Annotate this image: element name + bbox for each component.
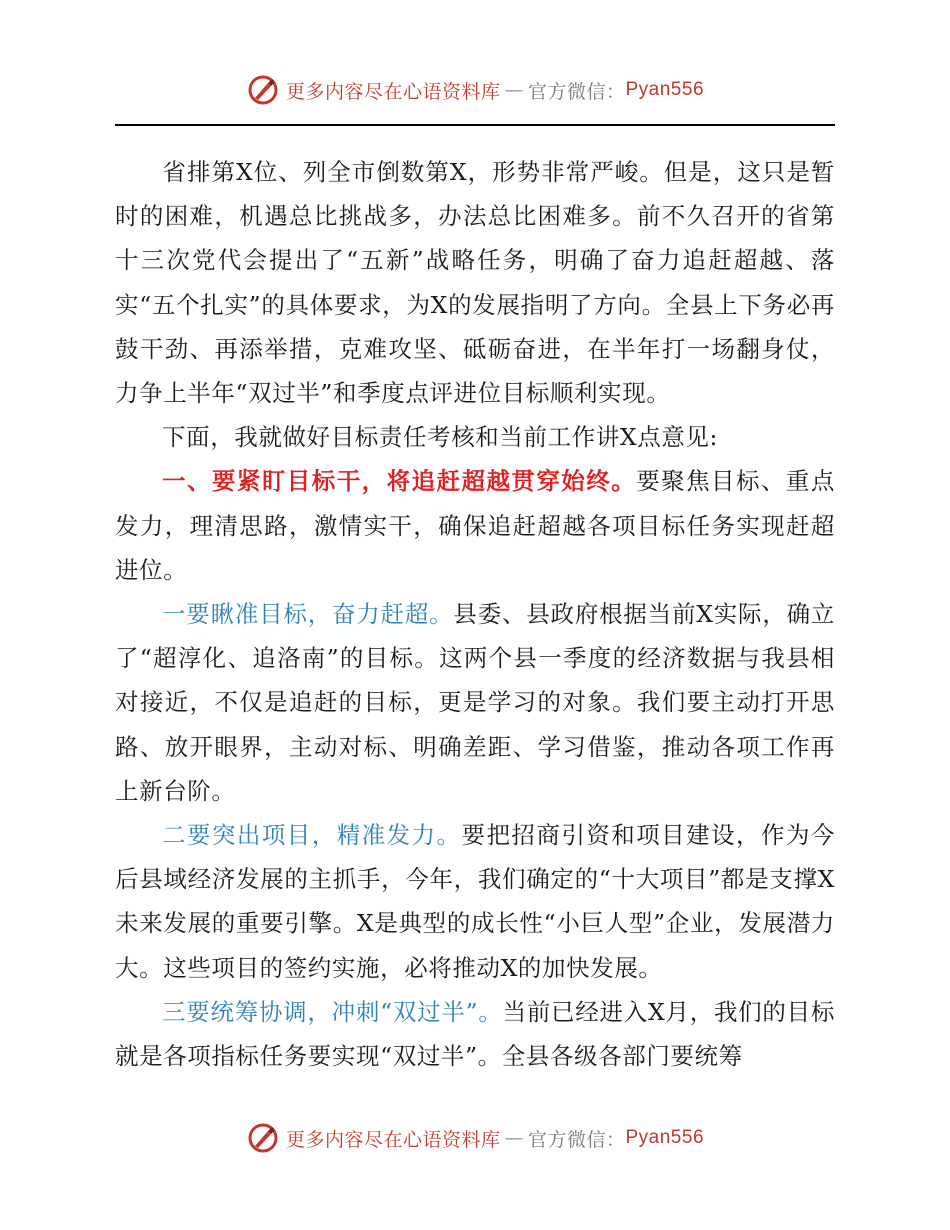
paragraph-text: 当前已经进入X月，我们的目标就是各项指标任务要实现“双过半”。全县各级各部门要统筹 — [115, 997, 835, 1071]
point-one — [115, 592, 835, 813]
pen-circle-icon — [246, 73, 280, 107]
point-heading: 一要瞅准目标，奋力赶超。 — [162, 600, 454, 629]
footer-banner — [0, 1118, 950, 1158]
banner-wechat-label: 官方微信： — [527, 1128, 626, 1151]
header-rule — [115, 124, 835, 126]
banner-wechat-label: 官方微信： — [527, 80, 626, 103]
paragraph-text: 要把招商引资和项目建设，作为今后县域经济发展的主抓手，今年，我们确定的“十大项目”都是支撑X未来发展的重要引擎。X是典型的成长性“小巨人型”企业，发展潜力大。这些项目的签约实施，必将推动X的加快发展。 — [115, 821, 836, 982]
paragraph-text: 省排第X位、列全市倒数第X，形势非常严峻。但是，这只是暂时的困难，机遇总比挑战多，办法总比困难多。前不久召开的省第十三次党代会提出了“五新”战略任务，明确了奋力追赶超越、落实“五个扎实”的具体要求，为X的发展指明了方向。全县上下务必再鼓干劲、再添举措，克难攻坚、砥砺奋进，在半年打一场翻身仗，力争上半年“双过半”和季度点评进位目标顺利实现。 — [115, 158, 835, 408]
paragraph-text: 下面，我就做好目标责任考核和当前工作讲X点意见: — [162, 423, 719, 452]
banner-wechat-id: Pyan556 — [625, 79, 705, 100]
point-two — [115, 813, 835, 990]
header-banner — [0, 70, 950, 110]
section-one — [115, 459, 835, 592]
banner-brand: 更多内容尽在心语资料库 — [285, 1128, 501, 1151]
point-three — [115, 990, 835, 1078]
paragraph-text: 县委、县政府根据当前X实际，确立了“超淳化、追洛南”的目标。这两个县一季度的经济数据与我县相对接近，不仅是追赶的目标，更是学习的对象。我们要主动打开思路、放开眼界，主动对标、明确差距、学习借鉴，推动各项工作再上新台阶。 — [115, 600, 835, 805]
banner-wechat-id: Pyan556 — [625, 1127, 705, 1148]
point-heading: 三要统筹协调，冲刺“双过半”。 — [162, 997, 503, 1026]
document-body — [115, 150, 835, 1078]
paragraph-continuation — [115, 150, 835, 415]
point-heading: 二要突出项目，精准发力。 — [162, 821, 462, 850]
paragraph-text: 要聚焦目标、重点发力，理清思路，激情实干，确保追赶超越各项目标任务实现赶超进位。 — [115, 467, 835, 584]
banner-separator: — — [504, 1127, 524, 1149]
paragraph-intro — [115, 415, 835, 459]
pen-circle-icon — [246, 1121, 280, 1155]
banner-brand: 更多内容尽在心语资料库 — [285, 80, 501, 103]
section-heading: 一、要紧盯目标干，将追赶超越贯穿始终。 — [162, 467, 637, 496]
banner-separator: — — [504, 79, 524, 101]
